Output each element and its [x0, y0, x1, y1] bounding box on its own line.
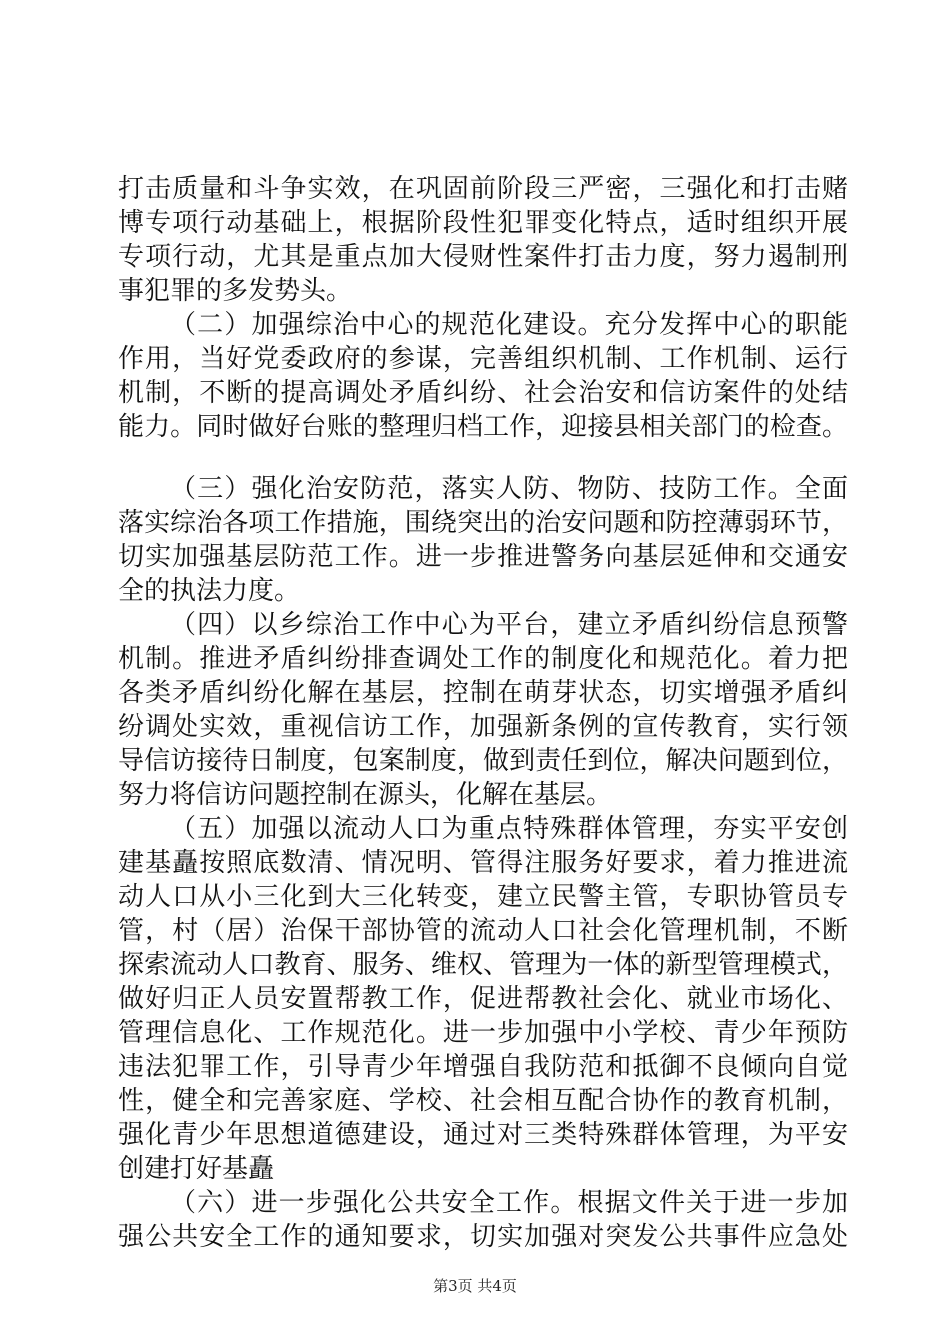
- text-line: 机制。推进矛盾纠纷排查调处工作的制度化和规范化。着力把: [118, 644, 848, 674]
- paragraph-5-start: （五）加强以流动人口为重点特殊群体管理，夯实平安创: [170, 814, 848, 844]
- text-line: 各类矛盾纠纷化解在基层，控制在萌芽状态，切实增强矛盾纠: [118, 678, 848, 708]
- text-line: 专项行动，尤其是重点加大侵财性案件打击力度，努力遏制刑: [118, 242, 848, 272]
- paragraph-2-start: （二）加强综治中心的规范化建设。充分发挥中心的职能: [170, 310, 848, 340]
- text-line: 导信访接待日制度，包案制度，做到责任到位，解决问题到位，: [118, 746, 848, 776]
- text-line: 强化青少年思想道德建设，通过对三类特殊群体管理，为平安: [118, 1120, 848, 1150]
- text-line: 动人口从小三化到大三化转变，建立民警主管，专职协管员专: [118, 882, 848, 912]
- text-line: 落实综治各项工作措施，围绕突出的治安问题和防控薄弱环节，: [118, 508, 848, 538]
- text-line: 全的执法力度。: [118, 576, 301, 606]
- text-line: 努力将信访问题控制在源头，化解在基层。: [118, 780, 613, 810]
- text-line: 打击质量和斗争实效，在巩固前阶段三严密，三强化和打击赌: [118, 174, 848, 204]
- paragraph-3-start: （三）强化治安防范，落实人防、物防、技防工作。全面: [170, 474, 848, 504]
- text-line: 管理信息化、工作规范化。进一步加强中小学校、青少年预防: [118, 1018, 848, 1048]
- page-number-footer: 第3页 共4页: [433, 1277, 517, 1295]
- paragraph-6-start: （六）进一步强化公共安全工作。根据文件关于进一步加: [170, 1188, 848, 1218]
- text-line: 博专项行动基础上，根据阶段性犯罪变化特点，适时组织开展: [118, 208, 848, 238]
- text-line: 切实加强基层防范工作。进一步推进警务向基层延伸和交通安: [118, 542, 848, 572]
- text-line: 强公共安全工作的通知要求，切实加强对突发公共事件应急处: [118, 1222, 848, 1252]
- text-line: 纷调处实效，重视信访工作，加强新条例的宣传教育，实行领: [118, 712, 848, 742]
- text-line: 性，健全和完善家庭、学校、社会相互配合协作的教育机制，: [118, 1086, 848, 1116]
- document-body: [118, 172, 848, 1254]
- text-line: 创建打好基矗: [118, 1154, 275, 1184]
- text-line: 作用，当好党委政府的参谋，完善组织机制、工作机制、运行: [118, 344, 848, 374]
- paragraph-4-start: （四）以乡综治工作中心为平台，建立矛盾纠纷信息预警: [170, 610, 848, 640]
- text-line: 探索流动人口教育、服务、维权、管理为一体的新型管理模式，: [118, 950, 848, 980]
- text-line: 能力。同时做好台账的整理归档工作，迎接县相关部门的检查。: [118, 412, 848, 442]
- text-line: 做好归正人员安置帮教工作，促进帮教社会化、就业市场化、: [118, 984, 848, 1014]
- text-line: 管，村（居）治保干部协管的流动人口社会化管理机制，不断: [118, 916, 848, 946]
- text-line: 违法犯罪工作，引导青少年增强自我防范和抵御不良倾向自觉: [118, 1052, 848, 1082]
- paragraph-gap: [118, 444, 848, 472]
- text-line: 建基矗按照底数清、情况明、管得注服务好要求，着力推进流: [118, 848, 848, 878]
- text-line: 机制，不断的提高调处矛盾纠纷、社会治安和信访案件的处结: [118, 378, 848, 408]
- text-line: 事犯罪的多发势头。: [118, 276, 353, 306]
